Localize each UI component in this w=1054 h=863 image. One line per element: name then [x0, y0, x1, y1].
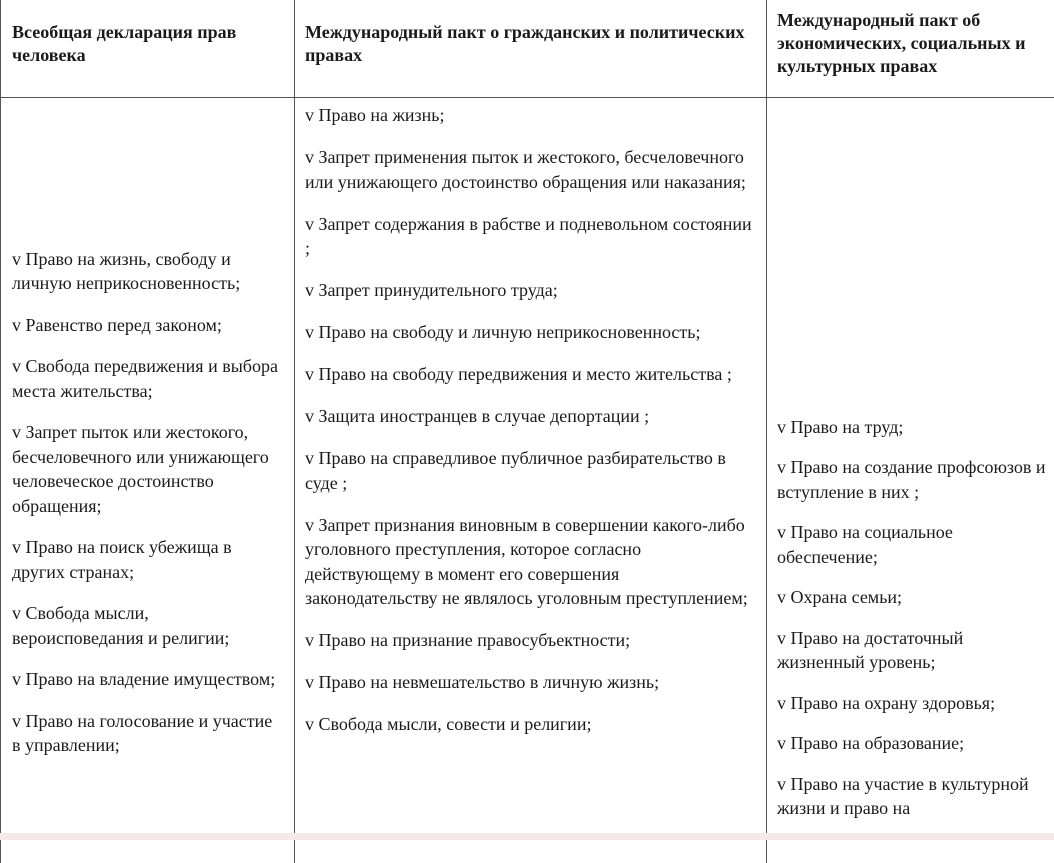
list-item	[305, 712, 756, 737]
list-item-text: Право на труд;	[791, 417, 904, 437]
bullet-mark: v	[305, 364, 314, 384]
page-bottom-strip	[0, 833, 1054, 840]
bullet-mark: v	[777, 417, 786, 437]
list-item-text: Право на социальное обеспечение;	[777, 522, 953, 567]
list-item	[12, 247, 284, 296]
list-item-text: Право на признание правосубъектности;	[319, 630, 631, 650]
list-item-text: Право на свободу передвижения и место жительства ;	[319, 364, 732, 384]
header-iccpr	[295, 0, 767, 98]
list-item-text: Защита иностранцев в случае депортации ;	[319, 406, 650, 426]
list-item	[12, 420, 284, 518]
bullet-mark: v	[12, 249, 21, 269]
bullet-mark: v	[777, 774, 786, 794]
bullet-mark: v	[777, 457, 786, 477]
list-item-text: Свобода передвижения и выбора места жительства;	[12, 356, 278, 401]
bullet-mark: v	[305, 147, 314, 167]
list-item	[12, 709, 284, 758]
list-item	[305, 670, 756, 695]
list-item-text: Запрет применения пыток и жестокого, бесчеловечного или унижающего достоинство обращения или наказания;	[305, 147, 746, 192]
list-item	[305, 145, 756, 194]
list-item-text: Запрет пыток или жестокого, бесчеловечного или унижающего человеческое достоинство обращения;	[12, 422, 269, 516]
header-udhr	[1, 0, 295, 98]
bullet-mark: v	[305, 630, 314, 650]
header-icescr-text: Международный пакт об экономических, социальных и культурных правах	[777, 9, 1052, 78]
list-item	[12, 601, 284, 650]
list-item-text: Право на достаточный жизненный уровень;	[777, 628, 963, 673]
bullet-mark: v	[305, 672, 314, 692]
list-item-text: Право на справедливое публичное разбирательство в суде ;	[305, 448, 726, 493]
icescr-column	[767, 98, 1054, 863]
iccpr-column	[295, 98, 767, 863]
list-item	[305, 320, 756, 345]
list-item	[777, 520, 1052, 569]
list-item-text: Право на создание профсоюзов и вступление в них ;	[777, 457, 1046, 502]
bullet-mark: v	[777, 587, 786, 607]
bullet-mark: v	[305, 280, 314, 300]
header-iccpr-text: Международный пакт о гражданских и политических правах	[305, 9, 756, 67]
bullet-mark: v	[12, 315, 21, 335]
bullet-mark: v	[305, 214, 314, 234]
list-item	[305, 446, 756, 495]
bullet-mark: v	[305, 105, 314, 125]
bullet-mark: v	[777, 628, 786, 648]
list-item	[12, 667, 284, 692]
list-item	[305, 278, 756, 303]
list-item-text: Запрет содержания в рабстве и подневольном состоянии ;	[305, 214, 752, 259]
udhr-list	[12, 187, 284, 758]
bullet-mark: v	[305, 322, 314, 342]
list-item-text: Охрана семьи;	[791, 587, 903, 607]
content-row	[1, 98, 1054, 863]
list-item	[305, 103, 756, 128]
list-item	[777, 455, 1052, 504]
list-item-text: Право на жизнь;	[319, 105, 445, 125]
udhr-column	[1, 98, 295, 863]
list-item	[305, 628, 756, 653]
bullet-mark: v	[12, 669, 21, 689]
list-item-text: Право на участие в культурной жизни и право на	[777, 774, 1029, 819]
bullet-mark: v	[305, 515, 314, 535]
bullet-mark: v	[12, 422, 21, 442]
list-item	[12, 313, 284, 338]
list-item-text: Право на охрану здоровья;	[791, 693, 996, 713]
bullet-mark: v	[305, 714, 314, 734]
icescr-list	[777, 125, 1052, 821]
list-item	[777, 731, 1052, 756]
bullet-mark: v	[12, 603, 21, 623]
list-item	[305, 404, 756, 429]
list-item	[305, 212, 756, 261]
bullet-mark: v	[305, 448, 314, 468]
list-item-text: Право на поиск убежища в других странах;	[12, 537, 232, 582]
list-item	[777, 626, 1052, 675]
bullet-mark: v	[12, 711, 21, 731]
list-item	[12, 354, 284, 403]
header-icescr	[767, 0, 1054, 98]
bullet-mark: v	[777, 522, 786, 542]
list-item	[777, 691, 1052, 716]
list-item-text: Право на свободу и личную неприкосновенность;	[319, 322, 701, 342]
list-item	[777, 415, 1052, 440]
header-udhr-text: Всеобщая декларация прав человека	[12, 9, 284, 67]
list-item	[12, 535, 284, 584]
list-item-text: Право на голосование и участие в управлении;	[12, 711, 272, 756]
bullet-mark: v	[12, 537, 21, 557]
list-item-text: Свобода мысли, совести и религии;	[319, 714, 592, 734]
list-item	[305, 362, 756, 387]
list-item-text: Равенство перед законом;	[26, 315, 222, 335]
list-item-text: Запрет признания виновным в совершении какого-либо уголовного преступления, которое согласно действующему в момент его совершения законодательству не являлось уголовным преступлением;	[305, 515, 748, 609]
list-item	[305, 513, 756, 611]
list-item	[777, 772, 1052, 821]
list-item-text: Право на жизнь, свободу и личную неприкосновенность;	[12, 249, 240, 294]
bullet-mark: v	[777, 693, 786, 713]
iccpr-list	[305, 103, 756, 737]
list-item-text: Право на образование;	[791, 733, 965, 753]
bullet-mark: v	[305, 406, 314, 426]
list-item	[777, 585, 1052, 610]
header-row	[1, 0, 1054, 98]
bullet-mark: v	[777, 733, 786, 753]
list-item-text: Свобода мысли, вероисповедания и религии;	[12, 603, 229, 648]
list-item-text: Право на невмешательство в личную жизнь;	[319, 672, 660, 692]
list-item-text: Право на владение имуществом;	[26, 669, 276, 689]
bullet-mark: v	[12, 356, 21, 376]
list-item-text: Запрет принудительного труда;	[319, 280, 558, 300]
